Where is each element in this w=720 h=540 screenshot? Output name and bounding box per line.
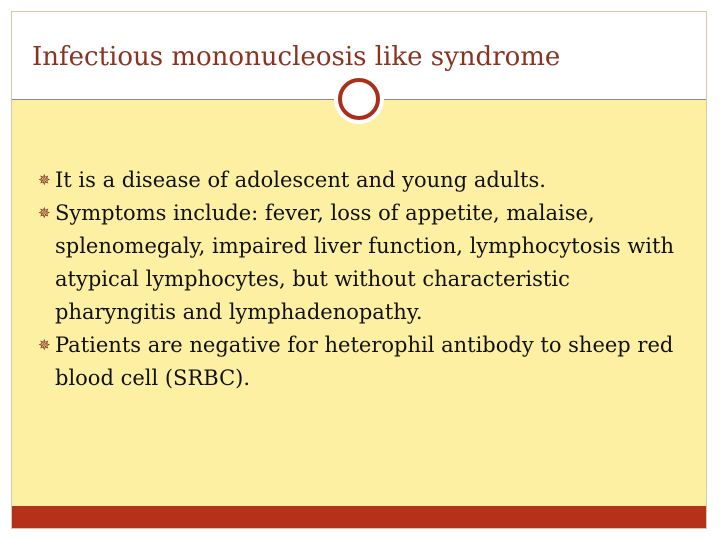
bullet-item	[38, 164, 682, 197]
bullet-item	[38, 329, 682, 395]
slide-title: Infectious mononucleosis like syndrome	[32, 42, 561, 72]
bullet-text: It is a disease of adolescent and young adults.	[55, 168, 546, 192]
bullet-text: Patients are negative for heterophil antibody to sheep red blood cell (SRBC).	[55, 333, 674, 390]
bullet-text: Symptoms include: fever, loss of appetite, malaise, splenomegaly, impaired liver function, lymphocytosis with atypical lymphocytes, but without characteristic pharyngitis and lymphadenopathy.	[55, 201, 674, 324]
sparkle-bullet-icon: ✵	[38, 204, 51, 222]
sparkle-bullet-icon: ✵	[38, 171, 51, 189]
footer-bar	[12, 506, 706, 528]
circle-ornament-icon	[338, 78, 380, 120]
bullet-list	[38, 164, 682, 395]
bullet-item	[38, 197, 682, 329]
sparkle-bullet-icon: ✵	[38, 336, 51, 354]
